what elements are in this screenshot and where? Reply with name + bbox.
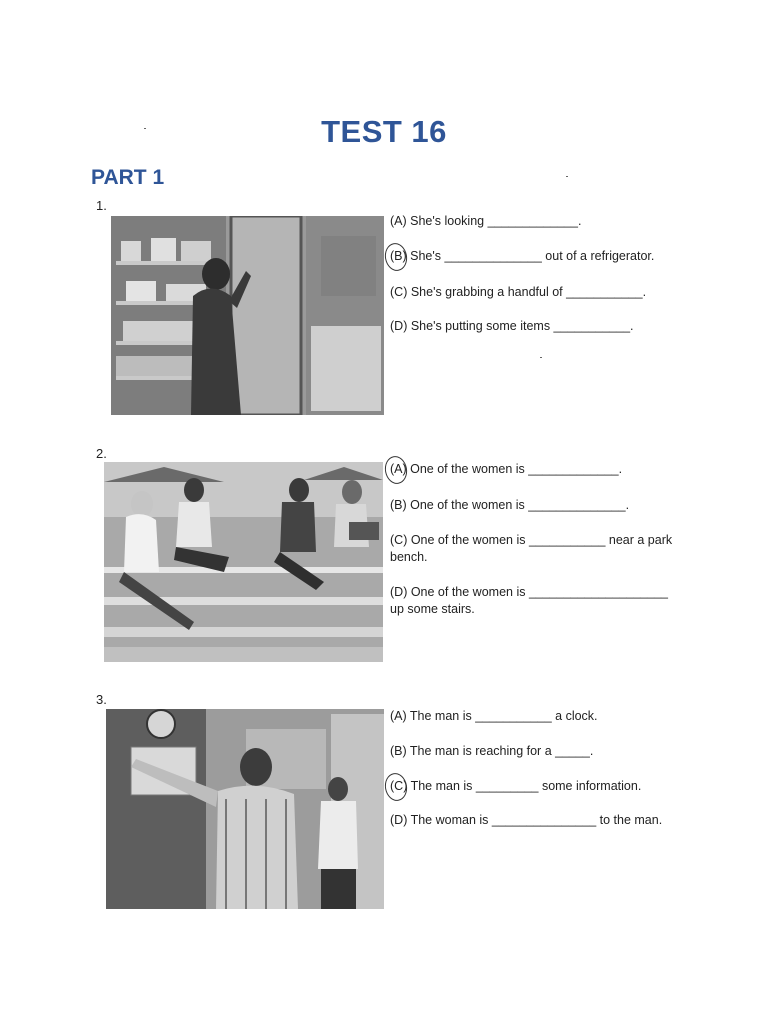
question-1-option-b-text: (B) She's ______________ out of a refrigerator. [390,249,655,263]
question-2-option-c[interactable]: (C) One of the women is ___________ near a park bench. [390,533,673,564]
question-1-option-b[interactable] [390,248,654,265]
part-heading: PART 1 [91,166,165,189]
scan-speck [566,176,568,177]
answer-circle-mark [383,241,410,272]
question-2-number: 2. [96,446,107,461]
refrigerator-scene-image [111,216,384,415]
answer-circle-mark [383,454,410,485]
test-title: TEST 16 [321,114,447,149]
question-3-options [390,708,690,848]
question-1-option-c[interactable]: (C) She's grabbing a handful of ___________. [390,285,647,299]
question-3-option-a[interactable]: (A) The man is ___________ a clock. [390,709,598,723]
question-1-number: 1. [96,198,107,213]
question-3-option-d[interactable]: (D) The woman is _______________ to the man. [390,813,663,827]
question-1-options [390,213,690,353]
question-2-option-a-text: (A) One of the women is _____________. [390,462,623,476]
scan-speck [540,357,542,358]
question-3-option-b[interactable]: (B) The man is reaching for a _____. [390,744,594,758]
question-3-number: 3. [96,692,107,707]
question-1-option-d[interactable]: (D) She's putting some items ___________. [390,319,634,333]
question-2-option-b[interactable]: (B) One of the women is ______________. [390,498,630,512]
question-3-photo [106,709,384,909]
park-bench-scene-image [104,462,383,662]
scan-speck [144,128,146,129]
question-1-option-a[interactable]: (A) She's looking _____________. [390,214,582,228]
question-2-option-d[interactable]: (D) One of the women is ____________________ up some stairs. [390,585,668,616]
question-1-photo [111,216,384,415]
office-notice-scene-image [106,709,384,909]
question-3-option-c[interactable] [390,778,641,795]
answer-circle-mark [383,771,410,802]
question-2-photo [104,462,383,662]
question-2-options [390,461,690,631]
question-3-option-c-text: (C) The man is _________ some information. [390,779,642,793]
question-2-option-a[interactable] [390,461,622,478]
